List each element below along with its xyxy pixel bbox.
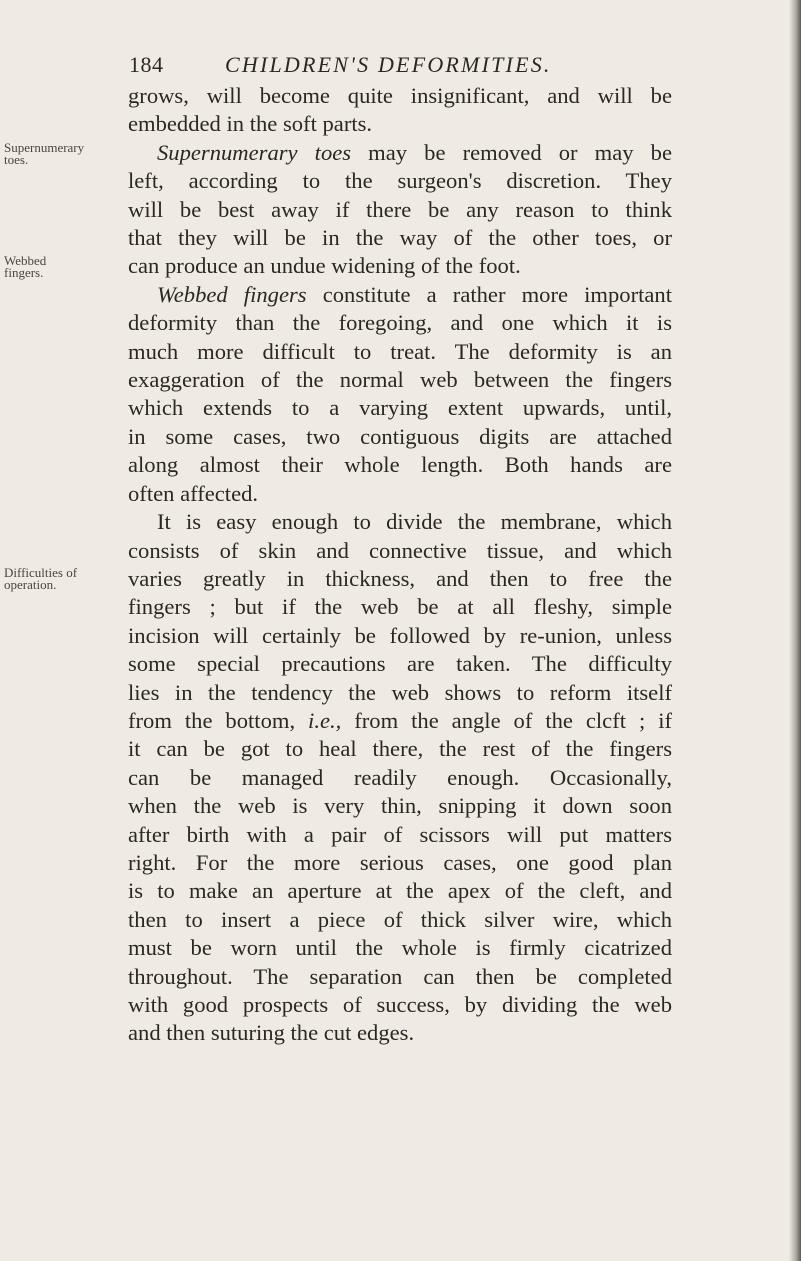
italic-term: Webbed fingers	[157, 281, 307, 307]
text-line: that they will be in the way of the other toes, or	[128, 225, 672, 251]
text-line: after birth with a pair of scissors will put matters	[128, 821, 672, 847]
margin-note-line: fingers.	[4, 265, 44, 280]
paragraph-difficulties-of-operation	[128, 508, 672, 1048]
text-run: constitute a rather more important	[306, 281, 672, 307]
text-line: when the web is very thin, snipping it down soon	[128, 793, 672, 819]
margin-note-line: Webbed	[4, 253, 47, 268]
text-line: can produce an undue widening of the foot.	[128, 253, 521, 279]
text-run: may be removed or may be	[351, 139, 672, 165]
text-line: It is easy enough to divide the membrane, which	[157, 509, 672, 535]
text-line: throughout. The separation can then be completed	[128, 963, 672, 989]
text-line: which extends to a varying extent upwards, until,	[128, 395, 672, 421]
italic-abbreviation: i.e.,	[308, 707, 342, 733]
margin-note-line: toes.	[4, 152, 29, 167]
text-line: right. For the more serious cases, one good plan	[128, 849, 672, 875]
text-line	[128, 281, 672, 309]
text-line: will be best away if there be any reason to think	[128, 196, 672, 222]
page-header	[129, 52, 659, 84]
text-line: with good prospects of success, by dividing the web	[128, 992, 672, 1017]
paragraph-supernumerary-toes	[128, 139, 672, 281]
text-line: varies greatly in thickness, and then to free the	[128, 565, 672, 591]
text-line: much more difficult to treat. The deformity is an	[128, 338, 672, 364]
paragraph-webbed-fingers	[128, 281, 672, 508]
text-line: can be managed readily enough. Occasionally,	[128, 764, 672, 790]
page-number: 184	[129, 52, 164, 77]
margin-note-line: Difficulties of	[4, 565, 78, 580]
page-edge-shadow	[789, 0, 801, 1261]
italic-term: Supernumerary toes	[157, 139, 352, 165]
text-line: incision will certainly be followed by re-union, unless	[128, 622, 672, 648]
text-line: lies in the tendency the web shows to reform itself	[128, 679, 672, 705]
text-line: must be worn until the whole is firmly cicatrized	[128, 935, 672, 961]
text-line: consists of skin and connective tissue, and which	[128, 537, 672, 563]
text-line: and then suturing the cut edges.	[128, 1020, 415, 1046]
running-head: CHILDREN'S DEFORMITIES.	[225, 52, 552, 77]
text-line: grows, will become quite insignificant, and will be	[128, 83, 672, 108]
margin-note-difficulties-of-operation	[4, 567, 122, 591]
body-text	[128, 82, 672, 1048]
text-line: is to make an aperture at the apex of the cleft, and	[128, 878, 672, 904]
margin-note-webbed-fingers	[4, 255, 122, 279]
text-run: from the bottom,	[128, 707, 309, 733]
paragraph-continuation	[128, 82, 672, 139]
text-line: fingers ; but if the web be at all fleshy, simple	[128, 594, 672, 620]
text-line: in some cases, two contiguous digits are attached	[128, 423, 672, 449]
text-line: along almost their whole length. Both hands are	[128, 452, 672, 478]
text-line: deformity than the foregoing, and one which it is	[128, 310, 672, 336]
text-line: then to insert a piece of thick silver wire, which	[128, 906, 672, 932]
text-line	[128, 707, 672, 735]
text-line: it can be got to heal there, the rest of the fingers	[128, 736, 672, 762]
text-line	[128, 139, 672, 167]
text-line: left, according to the surgeon's discretion. They	[128, 168, 672, 194]
margin-note-supernumerary-toes	[4, 142, 122, 166]
text-line: often affected.	[128, 480, 259, 506]
text-line: exaggeration of the normal web between the fingers	[128, 367, 672, 393]
margin-note-line: operation.	[4, 577, 57, 592]
text-line: embedded in the soft parts.	[128, 111, 373, 137]
margin-note-line: Supernumerary	[4, 140, 85, 155]
text-line: some special precautions are taken. The difficulty	[128, 651, 672, 677]
text-run: from the angle of the clcft ; if	[341, 707, 672, 733]
